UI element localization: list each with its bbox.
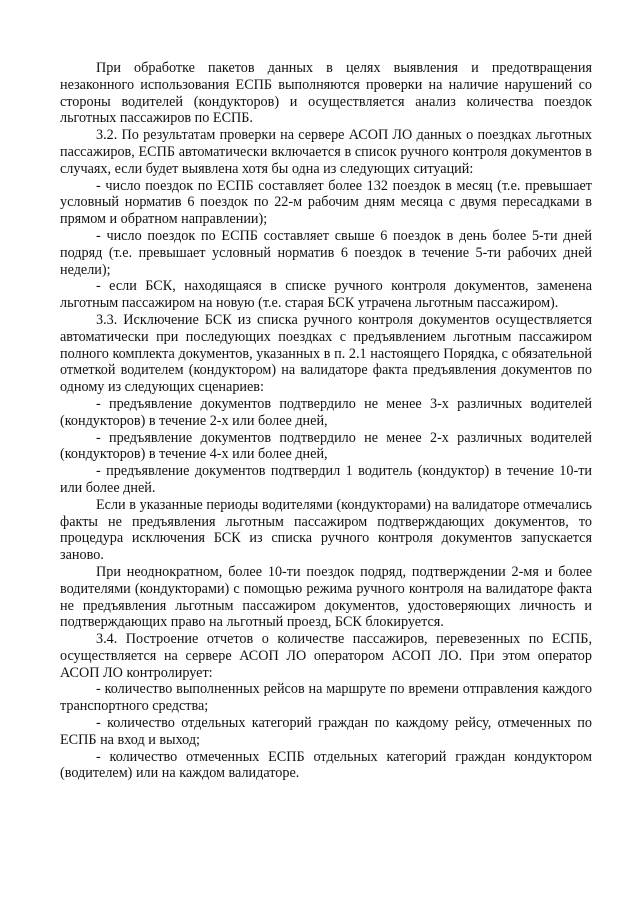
list-item-card-replaced: - если БСК, находящаяся в списке ручного контроля документов, заменена льготным пассажиром на новую (т.е. старая БСК утрачена льготным пассажиром). [60,278,592,312]
list-item-trips-count: - количество выполненных рейсов на маршруте по времени отправления каждого транспортного средства; [60,681,592,715]
list-item-trips-per-day: - число поездок по ЕСПБ составляет свыше 6 поездок в день более 5-ти дней подряд (т.е. превышает условный норматив 6 поездок в течение 5-ти рабочих дней недели); [60,227,592,278]
paragraph-3-2: 3.2. По результатам проверки на сервере АСОП ЛО данных о поездках льготных пассажиров, ЕСПБ автоматически включается в список ручного контроля документов в случаях, если будет выявлена хотя бы одна из следующих ситуаций: [60,127,592,177]
list-item-scenario-1-driver: - предъявление документов подтвердил 1 водитель (кондуктор) в течение 10-ти или более дней. [60,463,592,496]
list-item-scenario-2-drivers: - предъявление документов подтвердило не менее 2-х различных водителей (кондукторов) в течение 4-х или более дней, [60,429,592,463]
paragraph-intro: При обработке пакетов данных в целях выявления и предотвращения незаконного использования ЕСПБ выполняются проверки на наличие нарушений со стороны водителей (кондукторов) и осуществляется анализ количества поездок льготных пассажиров по ЕСПБ. [60,60,592,127]
list-item-categories-per-trip: - количество отдельных категорий граждан по каждому рейсу, отмеченных по ЕСПБ на вход и выход; [60,715,592,748]
paragraph-restart: Если в указанные периоды водителями (кондукторами) на валидаторе отмечались факты не предъявления льготным пассажиром подтверждающих документов, то процедура исключения БСК из списка ручного контроля документов запускается заново. [60,496,592,564]
document-body [60,60,592,782]
paragraph-3-3: 3.3. Исключение БСК из списка ручного контроля документов осуществляется автоматически при последующих поездках с предъявлением льготным пассажиром полного комплекта документов, указанных в п. 2.1 настоящего Порядка, с обязательной отметкой водителем (кондуктором) на валидаторе факта предъявления документов по одному из следующих сценариев: [60,311,592,396]
paragraph-blocking: При неоднократном, более 10-ти поездок подряд, подтверждении 2-мя и более водителями (кондукторами) с помощью режима ручного контроля на валидаторе факта не предъявления льготным пассажиром документов, удостоверяющих личность и подтверждающих право на льготный проезд, БСК блокируется. [60,563,592,631]
list-item-trips-per-month: - число поездок по ЕСПБ составляет более 132 поездок в месяц (т.е. превышает условный норматив 6 поездок по 22-м рабочим дням месяца с двумя пересадками в прямом и обратном направлении); [60,177,592,228]
list-item-scenario-3-drivers: - предъявление документов подтвердило не менее 3-х различных водителей (кондукторов) в течение 2-х или более дней, [60,395,592,429]
list-item-categories-per-validator: - количество отмеченных ЕСПБ отдельных категорий граждан кондуктором (водителем) или на каждом валидаторе. [60,748,592,782]
paragraph-3-4: 3.4. Построение отчетов о количестве пассажиров, перевезенных по ЕСПБ, осуществляется на сервере АСОП ЛО оператором АСОП ЛО. При этом оператор АСОП ЛО контролирует: [60,631,592,681]
